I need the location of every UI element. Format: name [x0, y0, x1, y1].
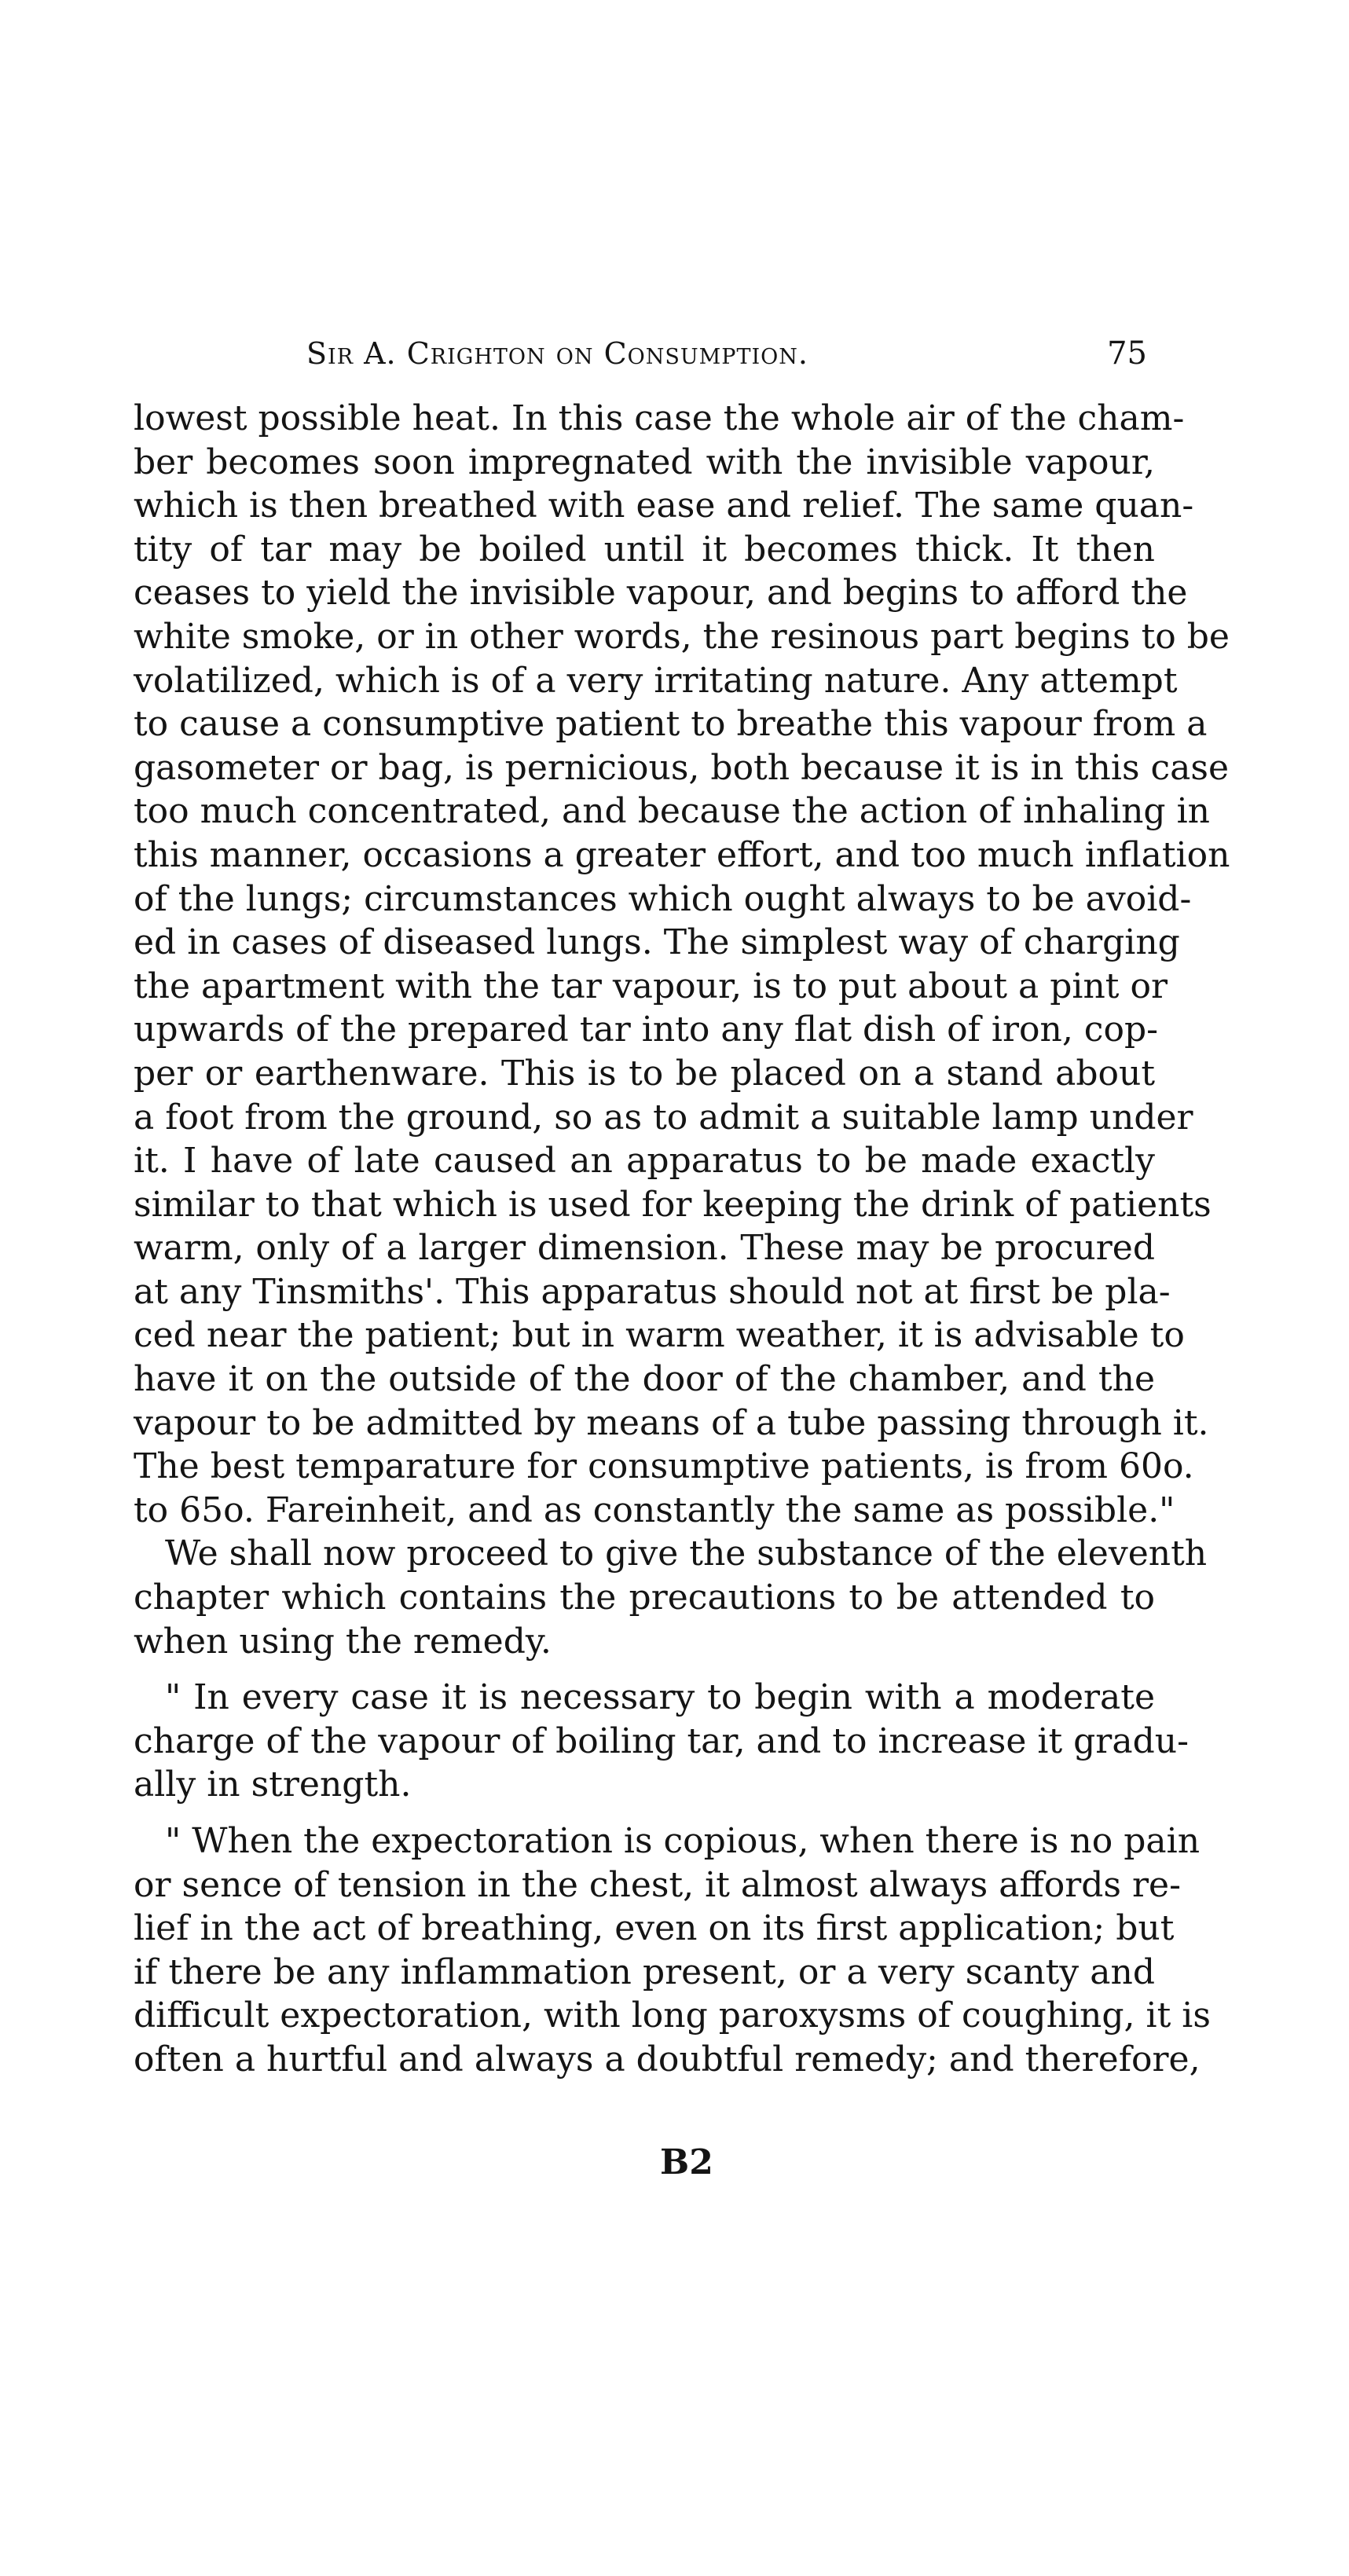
- paragraph-start-line: " When the expectoration is copious, when there is no pain: [165, 1821, 1201, 1861]
- text-line: of the lungs; circumstances which ought always to be avoid-: [134, 878, 1192, 919]
- text-line: chapter which contains the precautions to be attended to: [134, 1577, 1155, 1618]
- body-text: [134, 397, 1230, 2082]
- text-line: ally in strength.: [134, 1764, 412, 1805]
- text-line: when using the remedy.: [134, 1621, 552, 1662]
- text-line: it. I have of late caused an apparatus to be made exactly: [134, 1141, 1155, 1182]
- paragraph-start-line: We shall now proceed to give the substance of the eleventh: [165, 1534, 1208, 1574]
- text-line: have it on the outside of the door of the chamber, and the: [134, 1359, 1155, 1400]
- text-line: to 65o. Fareinheit, and as constantly the same as possible.": [134, 1490, 1175, 1530]
- paragraph-start-line: " In every case it is necessary to begin with a moderate: [165, 1677, 1155, 1718]
- text-line: volatilized, which is of a very irritating nature. Any attempt: [134, 660, 1178, 701]
- running-title: Sir A. Crighton on Consumption.: [306, 336, 808, 371]
- text-line: or sence of tension in the chest, it almost always affords re-: [134, 1864, 1181, 1905]
- text-line: per or earthenware. This is to be placed on a stand about: [134, 1053, 1155, 1094]
- text-line: charge of the vapour of boiling tar, and to increase it gradu-: [134, 1720, 1189, 1761]
- text-line: to cause a consumptive patient to breathe this vapour from a: [134, 704, 1208, 745]
- text-line: difficult expectoration, with long paroxysms of coughing, it is: [134, 1995, 1211, 2036]
- text-line: vapour to be admitted by means of a tube passing through it.: [134, 1402, 1209, 1443]
- running-head: [306, 330, 1147, 377]
- text-line: ced near the patient; but in warm weather, it is advisable to: [134, 1315, 1185, 1356]
- text-line: ed in cases of diseased lungs. The simplest way of charging: [134, 922, 1180, 963]
- text-line: white smoke, or in other words, the resinous part begins to be: [134, 616, 1230, 657]
- text-line: this manner, occasions a greater effort, and too much inflation: [134, 834, 1230, 875]
- text-line: tity of tar may be boiled until it becomes thick. It then: [134, 529, 1155, 570]
- text-line: often a hurtful and always a doubtful remedy; and therefore,: [134, 2039, 1201, 2079]
- text-line: similar to that which is used for keeping the drink of patients: [134, 1184, 1212, 1225]
- text-line: which is then breathed with ease and relief. The same quan-: [134, 486, 1194, 526]
- text-line: upwards of the prepared tar into any flat dish of iron, cop-: [134, 1010, 1158, 1050]
- text-line: warm, only of a larger dimension. These may be procured: [134, 1228, 1155, 1269]
- text-line: a foot from the ground, so as to admit a suitable lamp under: [134, 1097, 1193, 1138]
- text-line: too much concentrated, and because the action of inhaling in: [134, 791, 1210, 832]
- text-line: the apartment with the tar vapour, is to put about a pint or: [134, 966, 1168, 1006]
- text-line: if there be any inflammation present, or a very scanty and: [134, 1951, 1155, 1992]
- page-number: 75: [1107, 335, 1147, 372]
- text-line: The best temparature for consumptive patients, is from 60o.: [134, 1446, 1194, 1487]
- text-line: at any Tinsmiths'. This apparatus should not at first be pla-: [134, 1271, 1171, 1312]
- text-line: gasometer or bag, is pernicious, both because it is in this case: [134, 747, 1230, 788]
- text-line: lowest possible heat. In this case the whole air of the cham-: [134, 398, 1185, 438]
- text-line: ceases to yield the invisible vapour, and begins to afford the: [134, 573, 1188, 614]
- signature-mark: B2: [660, 2142, 713, 2182]
- text-line: ber becomes soon impregnated with the invisible vapour,: [134, 442, 1155, 482]
- text-line: lief in the act of breathing, even on its first application; but: [134, 1908, 1175, 1949]
